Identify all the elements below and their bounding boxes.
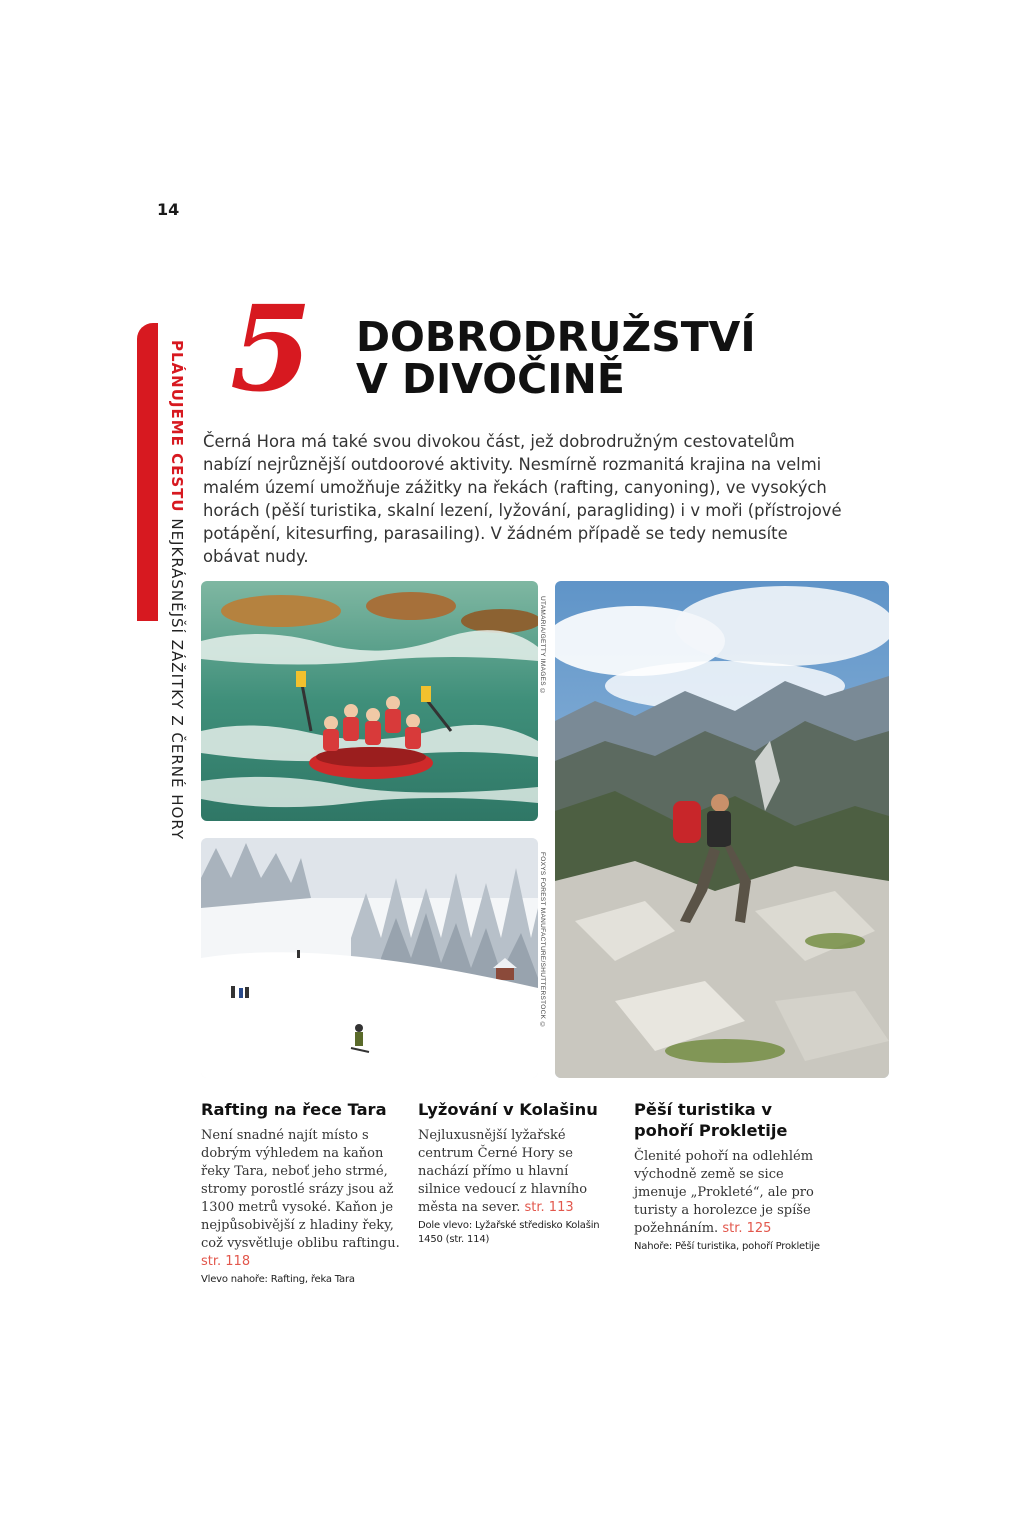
side-label-rest: NEJKRÁSNĚJŠÍ ZÁŽITKY Z ČERNÉ HORY (168, 512, 186, 840)
skiing-photo (201, 838, 538, 1078)
caption-skiing-title: Lyžování v Kolašinu (418, 1100, 598, 1119)
hiking-photo (555, 581, 889, 1078)
caption-skiing-page-ref[interactable]: str. 113 (524, 1200, 574, 1215)
caption-hiking-position: Nahoře: Pěší turistika, pohoří Prokletije (634, 1241, 820, 1252)
caption-skiing (418, 1099, 608, 1247)
section-number: 5 (230, 279, 313, 418)
caption-skiing-position: Dole vlevo: Lyžařské středisko Kolašin 1450 (str. 114) (418, 1220, 600, 1245)
side-label-accent: PLÁNUJEME CESTU (168, 340, 186, 513)
title-line-2: V DIVOČINĚ (356, 355, 625, 403)
intro-paragraph: Černá Hora má také svou divokou část, jež dobrodružným cestovatelům nabízí nejrůznější outdoorové aktivity. Nesmírně rozmanitá krajina na velmi malém území umožňuje zážitky na řekách (rafting, canyoning), ve vysokých horách (pěší turistika, skalní lezení, lyžování, paragliding) i v moři (přístrojové potápění, kitesurfing, parasailing). V žádném případě se tedy nemusíte obávat nudy. (203, 432, 842, 566)
title-line-1: DOBRODRUŽSTVÍ (356, 313, 756, 361)
caption-hiking-page-ref[interactable]: str. 125 (722, 1221, 772, 1236)
caption-rafting-text: Není snadné najít místo s dobrým výhledem na kaňon řeky Tara, neboť jeho strmé, stromy porostlé srázy jsou až 1300 metrů vysoké. Kaňon je nejpůsobivější z hladiny řeky, což vysvětluje oblibu raftingu. (201, 1128, 400, 1251)
caption-rafting (201, 1099, 401, 1287)
caption-hiking-body (634, 1148, 834, 1254)
section-side-label (168, 340, 186, 840)
section-tab-bar (137, 323, 158, 621)
caption-hiking (634, 1099, 834, 1254)
page-number: 14 (157, 200, 180, 219)
caption-skiing-body (418, 1127, 608, 1247)
caption-rafting-body (201, 1127, 401, 1287)
caption-rafting-page-ref[interactable]: str. 118 (201, 1254, 251, 1269)
caption-rafting-title: Rafting na řece Tara (201, 1100, 387, 1119)
caption-hiking-text: Členité pohoří na odlehlém východně země se sice jmenuje „Prokleté“, ale pro turisty a horolezce je spíše požehnáním. (634, 1149, 814, 1236)
hiking-photo-credit: FOXYS FOREST MANUFACTURE/SHUTTERSTOCK © (539, 852, 546, 1029)
rafting-photo (201, 581, 538, 821)
rafting-photo-credit: UTAMARIA/GETTY IMAGES © (539, 596, 546, 696)
caption-skiing-text: Nejluxusnější lyžařské centrum Černé Hory se nachází přímo u hlavní silnice vedoucí z hlavního města na sever. (418, 1128, 588, 1215)
caption-hiking-title: Pěší turistika v pohoří Prokletije (634, 1100, 788, 1140)
section-title (356, 313, 756, 403)
caption-rafting-position: Vlevo nahoře: Rafting, řeka Tara (201, 1274, 355, 1285)
